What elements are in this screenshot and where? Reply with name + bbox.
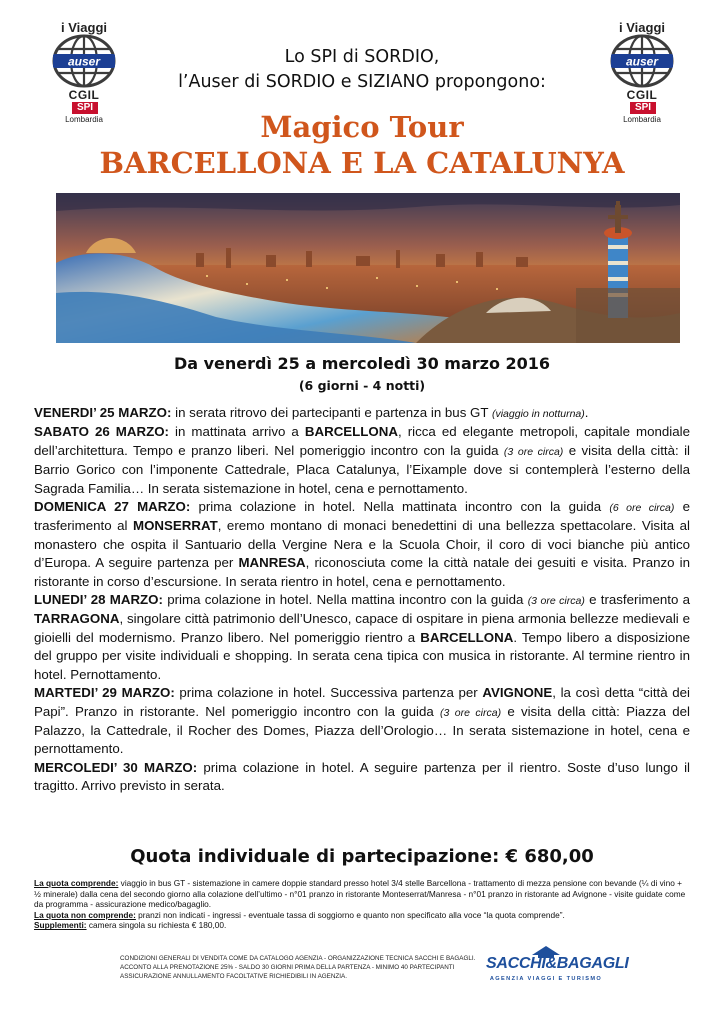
itinerary-day-6	[34, 759, 690, 796]
logo-brand: auser	[625, 54, 659, 69]
day-text: , riconosciuta come la città natale dei gesuiti e visita. Pranzo in ristorante in corso d’escursione. In serata rientro in hotel, cena e pernottamento.	[34, 555, 691, 589]
viaggi-auser-logo-left	[45, 20, 123, 124]
trip-dates: Da venerdì 25 a mercoledì 30 marzo 2016	[173, 354, 551, 373]
globe-logo-icon	[52, 34, 116, 88]
included-label: La quota comprende:	[34, 878, 119, 888]
supplements-text: camera singola su richiesta € 180,00.	[86, 920, 227, 931]
day-label: MERCOLEDI’ 30 MARZO:	[34, 759, 198, 775]
place-name: TARRAGONA	[34, 611, 120, 627]
itinerary-day-4	[34, 591, 690, 684]
logo-brand: auser	[67, 54, 101, 69]
day-text: prima colazione in hotel. Successiva partenza per	[174, 685, 483, 701]
day-label: VENERDI’ 25 MARZO:	[34, 405, 172, 420]
day-note: (3 ore circa)	[503, 445, 564, 458]
day-text: e trasferimento al	[34, 499, 690, 534]
condition-line: ASSICURAZIONE ANNULLAMENTO FACOLTATIVE RICHIEDIBILI IN AGENZIA.	[120, 972, 347, 980]
excluded-text: pranzi non indicati - ingressi - eventuale tassa di soggiorno e quanto non specificato alla voce “la quota comprende”.	[135, 909, 565, 920]
itinerary-day-1	[34, 404, 690, 423]
day-text: in mattinata arrivo a	[168, 424, 305, 440]
day-text: , ricca ed elegante metropoli, capitale mondiale dell’architettura. Tempo e pranzo liberi. Nel pomeriggio incontro con la guida	[34, 424, 690, 458]
day-text: prima colazione in hotel. Nella mattinata incontro con la guida	[190, 499, 610, 515]
agency-tagline: AGENZIA VIAGGI E TURISMO	[489, 976, 603, 982]
day-label: MARTEDI’ 29 MARZO:	[34, 685, 175, 701]
barcelona-panorama-image	[56, 193, 680, 343]
supplements-section	[34, 920, 690, 931]
day-text: .	[584, 405, 589, 420]
intro-line-2: l’Auser di SORDIO e SIZIANO propongono:	[178, 72, 546, 92]
title-destination: BARCELLONA E LA CATALUNYA	[99, 146, 625, 180]
logo-region: Lombardia	[65, 115, 103, 124]
day-text: in serata ritrovo dei partecipanti e partenza in bus GT	[171, 405, 492, 420]
day-note: (3 ore circa)	[440, 706, 502, 719]
logo-cgil: CGIL	[68, 88, 100, 102]
day-text: . Tempo libero a disposizione del gruppo per visite individuali e shopping. In serata cena tipica con musica in ristorante. Al termine rientro in hotel. Pernottamento.	[34, 629, 690, 682]
day-label: DOMENICA 27 MARZO:	[34, 499, 191, 515]
sale-conditions	[120, 955, 480, 981]
included-text: viaggio in bus GT - sistemazione in camere doppie standard presso hotel 3/4 stelle Barcellona - trattamento di mezza pensione con bevande (¼ di vino + ½ minerale) dalla cena del secondo giorno alla colazione dell’ultimo - n°01 pranzo in ristorante Monteserrat/Manresa - n°01 pranzo in ristorante ad Avignone - visite guidate come da programma - assicurazione medico/bagaglio.	[34, 878, 686, 910]
agency-name: SACCHI&BAGAGLI	[486, 955, 629, 972]
day-text: , la così detta “città dei Papi”. Pranzo in ristorante. Nel pomeriggio incontro con la guida	[34, 685, 690, 719]
trip-duration: (6 giorni - 4 notti)	[298, 378, 426, 393]
supplements-label: Supplementi:	[34, 920, 87, 931]
day-label: LUNEDI’ 28 MARZO:	[34, 592, 163, 608]
day-text: , singolare città patrimonio dell’Unesco, capace di ospitare in piena armonia bellezze medievali e gioielli del modernismo. Pranzo libero. Nel pomeriggio rientro a	[34, 611, 690, 645]
title-magico-tour: Magico Tour	[260, 110, 464, 144]
sacchi-bagagli-logo	[486, 945, 629, 991]
day-text: e trasferimento a	[584, 592, 691, 608]
day-label: SABATO 26 MARZO:	[34, 424, 169, 440]
excluded-label: La quota non comprende:	[34, 909, 136, 920]
logo-cgil: CGIL	[626, 88, 658, 102]
condition-line: CONDIZIONI GENERALI DI VENDITA COME DA CATALOGO AGENZIA - ORGANIZZAZIONE TECNICA SACCHI E BAGAGLI.	[120, 955, 476, 962]
place-name: AVIGNONE	[482, 685, 553, 701]
day-text: , eremo montano di monaci benedettini di una bellezza spettacolare. Visita al monastero che ospita il Santuario della Vergine Nera e la Scuola Choir, il coro di voci bianche più antico d’Europa. A seguire partenza per	[34, 518, 690, 571]
day-note: (3 ore circa)	[527, 595, 585, 608]
logo-region: Lombardia	[623, 115, 661, 124]
logo-top-text: i Viaggi	[61, 20, 107, 35]
place-name: MANRESA	[238, 555, 306, 571]
day-note: (6 ore circa)	[609, 502, 675, 515]
day-note: (viaggio in notturna)	[491, 408, 585, 420]
itinerary	[34, 404, 690, 796]
logo-top-text: i Viaggi	[619, 20, 665, 35]
fine-print	[34, 878, 690, 931]
included-section	[34, 878, 690, 910]
day-text: e visita della città: il Barrio Gorico con l’imponente Cattedrale, Placa Catalunya, l’Eixample dove si contemplerà l’esterno della Sagrada Familia… In serata sistemazione in hotel, cena e pernottamento.	[34, 442, 690, 496]
place-name: BARCELLONA	[420, 629, 514, 645]
excluded-section	[34, 910, 690, 921]
logo-spi: SPI	[72, 102, 98, 114]
place-name: MONSERRAT	[133, 518, 218, 534]
logo-spi: SPI	[630, 102, 656, 114]
globe-logo-icon	[610, 34, 674, 88]
day-text: prima colazione in hotel. A seguire partenza per il rientro. Soste d’uso lungo il tragitto. Arrivo previsto in serata.	[34, 759, 690, 794]
viaggi-auser-logo-right	[603, 20, 681, 124]
price-per-person: Quota individuale di partecipazione: € 680,00	[130, 846, 594, 867]
itinerary-day-2	[34, 423, 690, 498]
intro-line-1: Lo SPI di SORDIO,	[284, 47, 440, 67]
day-text: e visita della città: Piazza del Palazzo, la Cattedrale, il Rocher des Domes, Piazza dell’Orologio… In serata sistemazione in hotel, cena e pernottamento.	[34, 703, 690, 757]
itinerary-day-5	[34, 684, 690, 759]
condition-line: ACCONTO ALLA PRENOTAZIONE 25% - SALDO 30 GIORNI PRIMA DELLA PARTENZA - MINIMO 40 PARTECIPANTI	[120, 963, 455, 971]
place-name: BARCELLONA	[304, 424, 398, 440]
day-text: prima colazione in hotel. Nella mattina incontro con la guida	[162, 592, 528, 608]
itinerary-day-3	[34, 498, 690, 591]
